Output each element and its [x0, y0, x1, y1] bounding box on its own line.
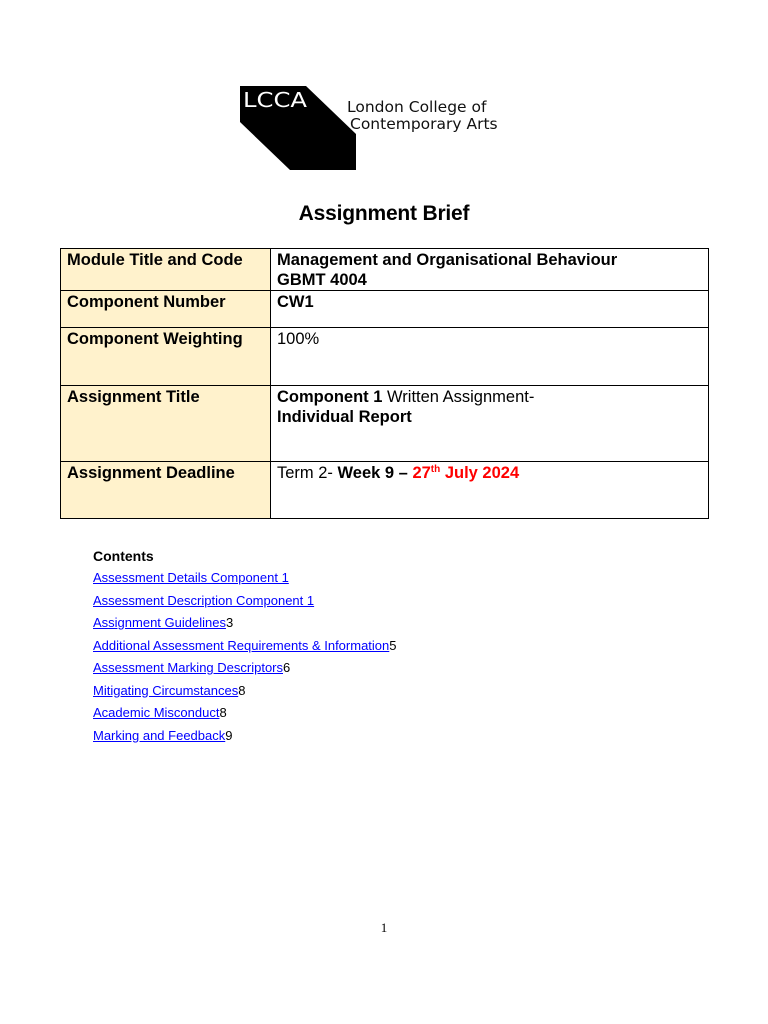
toc-item [93, 590, 397, 613]
component-number-label: Component Number [61, 291, 271, 328]
toc-page-number: 3 [225, 615, 234, 630]
toc-link-assessment-description[interactable]: Assessment Description Component 1 [93, 592, 315, 608]
assignment-title-component: Component 1 [277, 388, 383, 406]
page-number: 1 [380, 920, 388, 935]
logo-college-name [347, 99, 498, 133]
toc-link-additional-requirements[interactable]: Additional Assessment Requirements & Information [93, 637, 390, 653]
module-label: Module Title and Code [61, 249, 271, 291]
toc-link-academic-misconduct[interactable]: Academic Misconduct [93, 705, 220, 720]
page-title: Assignment Brief [298, 202, 470, 225]
toc-item [93, 612, 397, 635]
toc-link-assessment-details[interactable]: Assessment Details Component 1 [93, 570, 289, 585]
assignment-title-type: Written Assignment- [382, 388, 535, 406]
row-component-weighting [61, 328, 709, 386]
toc-item [93, 657, 397, 680]
deadline-day: 27 [412, 464, 431, 482]
lcca-logo-mark [240, 86, 358, 170]
module-value [271, 249, 709, 291]
component-weighting-value: 100% [271, 328, 709, 386]
toc-link-marking-and-feedback[interactable]: Marking and Feedback [93, 727, 226, 743]
toc-item [93, 702, 397, 725]
toc-page-number: 8 [238, 682, 246, 698]
assignment-brief-table [60, 248, 709, 519]
row-component-number [61, 291, 709, 328]
toc-page-number: 9 [225, 727, 233, 743]
module-code: GBMT 4004 [277, 271, 367, 289]
toc-item [93, 635, 397, 658]
assignment-title-value [271, 386, 709, 462]
toc-item [93, 680, 397, 703]
toc-link-assignment-guidelines[interactable]: Assignment Guidelines [93, 615, 226, 630]
toc-page-number: 6 [283, 660, 291, 675]
deadline-label: Assignment Deadline [61, 462, 271, 519]
deadline-week: Week 9 – [337, 464, 413, 482]
component-weighting-label: Component Weighting [61, 328, 271, 386]
row-module [61, 249, 709, 291]
toc-item [93, 725, 397, 748]
assignment-title-label: Assignment Title [61, 386, 271, 462]
toc-page-number: 5 [389, 637, 397, 653]
logo-name-line-2: Contemporary Arts [350, 115, 498, 133]
deadline-value [271, 462, 709, 519]
toc-item [93, 567, 397, 590]
deadline-month-year: July 2024 [440, 464, 520, 482]
logo-mark-text: LCCA [243, 88, 308, 112]
assignment-title-report: Individual Report [277, 408, 412, 426]
row-assignment-title [61, 386, 709, 462]
module-title: Management and Organisational Behaviour [277, 251, 618, 269]
deadline-day-suffix: th [430, 464, 441, 475]
toc-page-number: 8 [219, 705, 227, 720]
table-of-contents [93, 548, 397, 747]
component-number-value: CW1 [271, 291, 709, 328]
deadline-term: Term 2- [277, 464, 338, 482]
lcca-logo [240, 86, 540, 170]
toc-link-marking-descriptors[interactable]: Assessment Marking Descriptors [93, 660, 283, 675]
contents-heading: Contents [93, 548, 154, 564]
row-deadline [61, 462, 709, 519]
toc-link-mitigating-circumstances[interactable]: Mitigating Circumstances [93, 682, 239, 698]
logo-name-line-1: London College of [347, 98, 487, 116]
